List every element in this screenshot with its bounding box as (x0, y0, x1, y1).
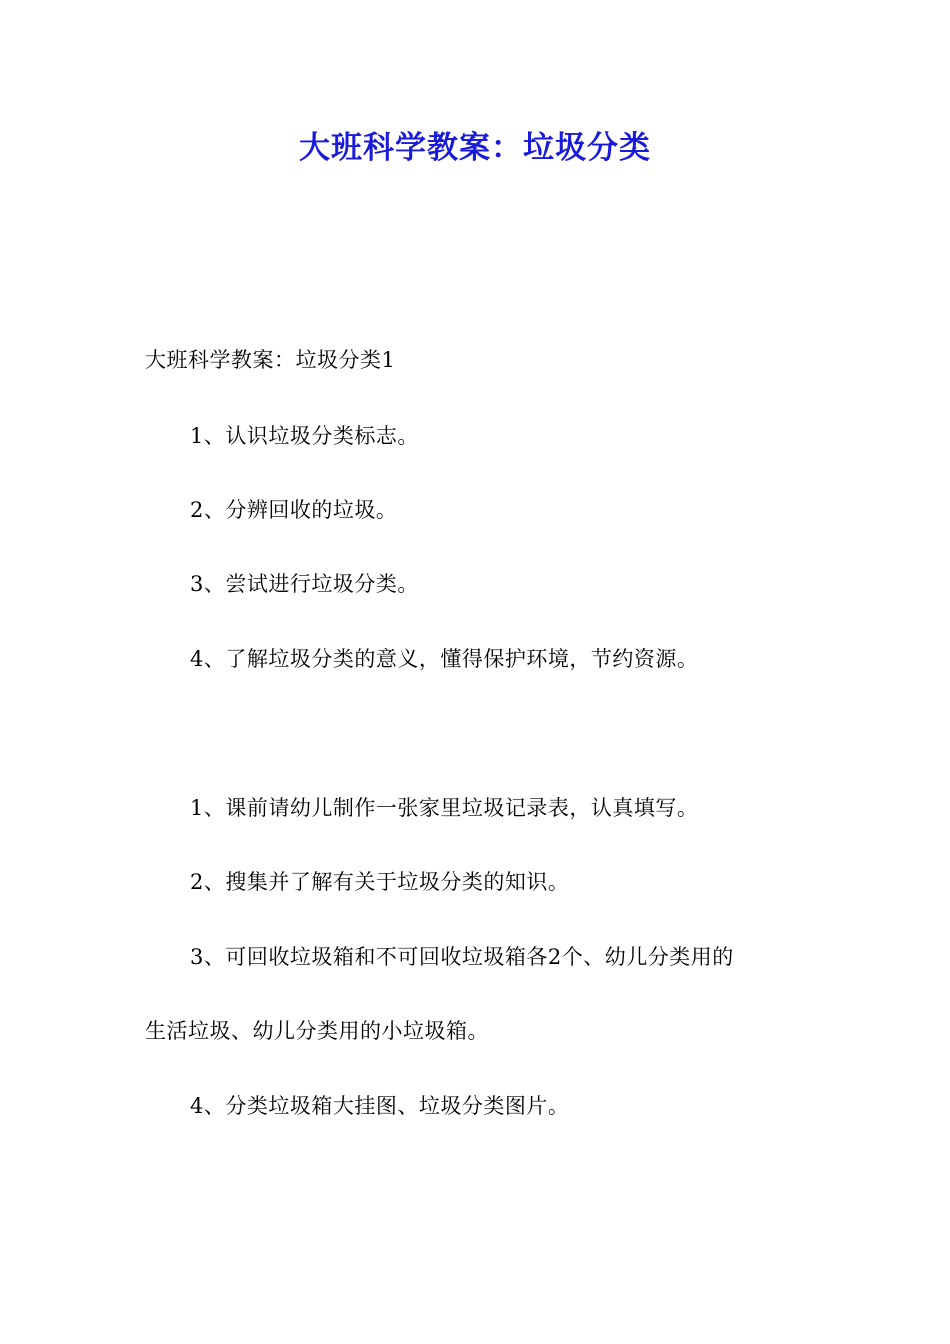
goal-item-4: 4、了解垃圾分类的意义，懂得保护环境，节约资源。 (190, 647, 699, 671)
document-title: 大班科学教案：垃圾分类 (299, 130, 651, 166)
goal-item-1: 1、认识垃圾分类标志。 (190, 424, 419, 448)
section-heading: 大班科学教案：垃圾分类1 (145, 348, 396, 372)
goal-item-2: 2、分辨回收的垃圾。 (190, 498, 398, 522)
preparation-item-3-continued: 生活垃圾、幼儿分类用的小垃圾箱。 (145, 1019, 489, 1043)
preparation-item-4: 4、分类垃圾箱大挂图、垃圾分类图片。 (190, 1094, 570, 1118)
goal-item-3: 3、尝试进行垃圾分类。 (190, 572, 419, 596)
preparation-item-3: 3、可回收垃圾箱和不可回收垃圾箱各2个、幼儿分类用的 (190, 945, 734, 969)
preparation-item-2: 2、搜集并了解有关于垃圾分类的知识。 (190, 870, 570, 894)
preparation-item-1: 1、课前请幼儿制作一张家里垃圾记录表，认真填写。 (190, 796, 699, 820)
